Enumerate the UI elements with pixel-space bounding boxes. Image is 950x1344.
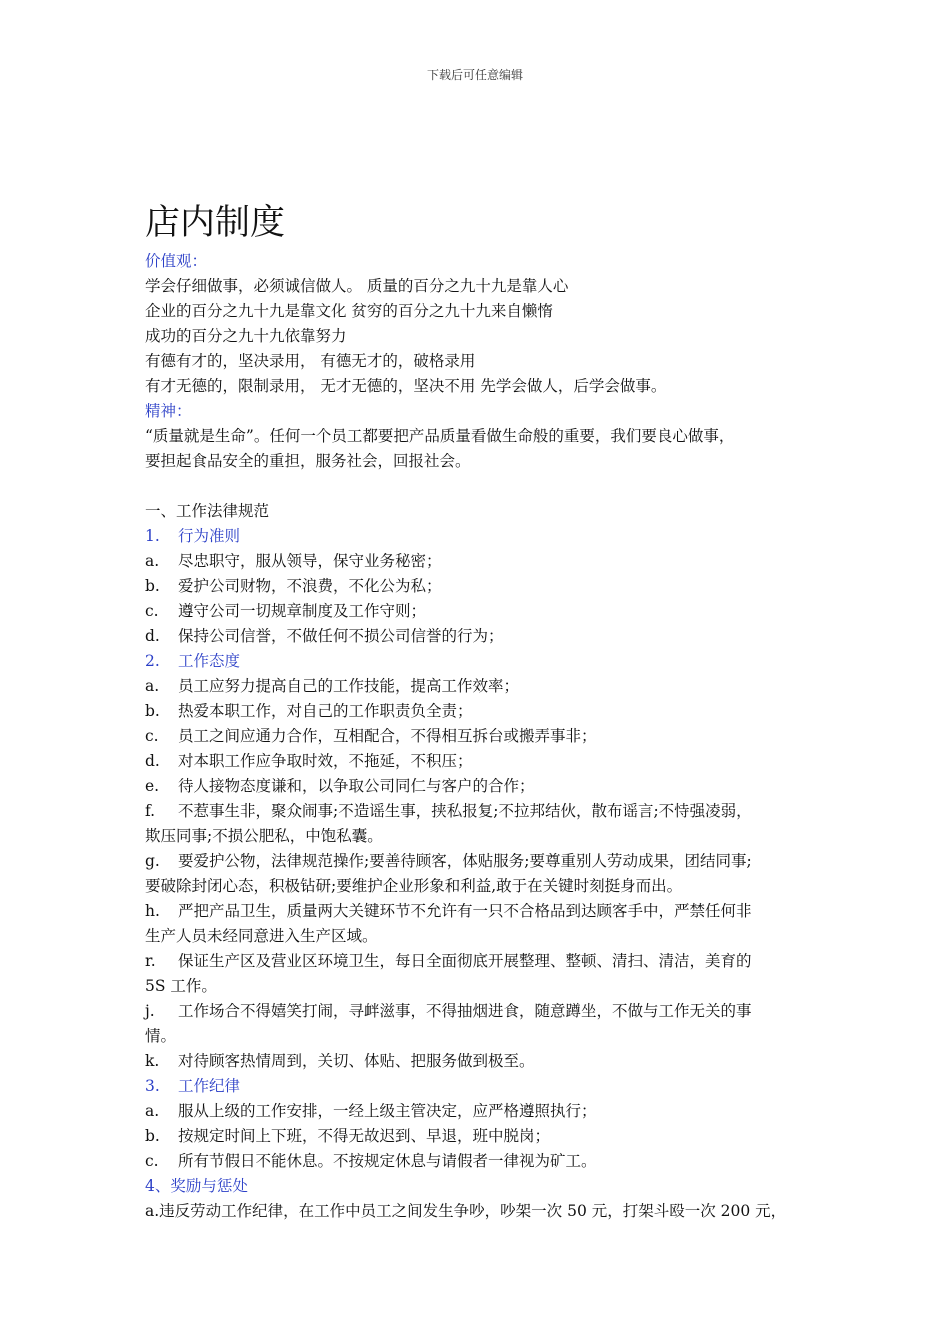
list-item bbox=[145, 599, 815, 624]
item-marker: c. bbox=[145, 1152, 159, 1170]
item-text: 爱护公司财物，不浪费，不化公为私； bbox=[178, 577, 442, 595]
values-line: 有德有才的，坚决录用， 有德无才的，破格录用 bbox=[145, 352, 476, 370]
list-item bbox=[145, 799, 815, 824]
item-marker: r. bbox=[145, 952, 156, 970]
item-text: 要爱护公物，法律规范操作;要善待顾客，体贴服务;要尊重别人劳动成果，团结同事; bbox=[178, 852, 752, 870]
list-item bbox=[145, 849, 815, 874]
item-text: 按规定时间上下班，不得无故迟到、早退，班中脱岗； bbox=[178, 1127, 551, 1145]
list-item bbox=[145, 999, 815, 1024]
spirit-line: “质量就是生命”。任何一个员工都要把产品质量看做生命般的重要，我们要良心做事， bbox=[145, 427, 735, 445]
sub-heading-number: 2. bbox=[145, 652, 160, 670]
list-item: a.违反劳动工作纪律，在工作中员工之间发生争吵，吵架一次 50 元，打架斗殴一次 200 元， bbox=[145, 1202, 787, 1220]
list-item bbox=[145, 774, 815, 799]
item-text: 遵守公司一切规章制度及工作守则； bbox=[178, 602, 427, 620]
document-body bbox=[145, 249, 815, 1224]
sub-heading-number: 1. bbox=[145, 527, 160, 545]
item-text: 热爱本职工作，对自己的工作职责负全责； bbox=[178, 702, 473, 720]
item-text: 员工之间应通力合作，互相配合，不得相互拆台或搬弄事非； bbox=[178, 727, 597, 745]
item-text: 保持公司信誉，不做任何不损公司信誉的行为； bbox=[178, 627, 504, 645]
item-marker: d. bbox=[145, 627, 160, 645]
list-item bbox=[145, 724, 815, 749]
spacer bbox=[145, 474, 815, 499]
sub-heading-label: 工作态度 bbox=[178, 652, 241, 670]
item-text: 员工应努力提高自己的工作技能，提高工作效率； bbox=[178, 677, 520, 695]
item-marker: k. bbox=[145, 1052, 160, 1070]
item-marker: e. bbox=[145, 777, 160, 795]
item-marker: a. bbox=[145, 1102, 160, 1120]
list-item bbox=[145, 699, 815, 724]
list-item bbox=[145, 549, 815, 574]
item-marker: b. bbox=[145, 577, 160, 595]
spirit-line: 要担起食品安全的重担，服务社会，回报社会。 bbox=[145, 452, 471, 470]
sub-heading-attitude bbox=[145, 649, 815, 674]
item-continuation: 5S 工作。 bbox=[145, 977, 217, 995]
item-continuation: 欺压同事;不损公肥私，中饱私囊。 bbox=[145, 827, 383, 845]
item-marker: f. bbox=[145, 802, 156, 820]
item-text: 严把产品卫生，质量两大关键环节不允许有一只不合格品到达顾客手中，严禁任何非 bbox=[178, 902, 752, 920]
values-line: 企业的百分之九十九是靠文化 贫穷的百分之九十九来自懒惰 bbox=[145, 302, 553, 320]
list-item bbox=[145, 1049, 815, 1074]
sub-heading-conduct bbox=[145, 524, 815, 549]
page-header: 下载后可任意编辑 bbox=[426, 68, 523, 82]
document-title: 店内制度 bbox=[145, 203, 286, 243]
item-marker: j. bbox=[145, 1002, 155, 1020]
item-marker: b. bbox=[145, 702, 160, 720]
list-item bbox=[145, 574, 815, 599]
item-text: 服从上级的工作安排，一经上级主管决定，应严格遵照执行； bbox=[178, 1102, 597, 1120]
item-marker: h. bbox=[145, 902, 160, 920]
list-item bbox=[145, 674, 815, 699]
item-text: 尽忠职守，服从领导，保守业务秘密； bbox=[178, 552, 442, 570]
list-item bbox=[145, 624, 815, 649]
sub-heading-label: 行为准则 bbox=[178, 527, 241, 545]
sub-heading-label: 工作纪律 bbox=[178, 1077, 241, 1095]
item-continuation: 生产人员未经同意进入生产区域。 bbox=[145, 927, 378, 945]
item-text: 不惹事生非，聚众闹事;不造谣生事，挟私报复;不拉邦结伙，散布谣言;不恃强凌弱， bbox=[178, 802, 752, 820]
item-marker: a. bbox=[145, 677, 160, 695]
sub-heading-number: 3. bbox=[145, 1077, 160, 1095]
item-continuation: 要破除封闭心态，积极钻研;要维护企业形象和利益,敢于在关键时刻挺身而出。 bbox=[145, 877, 683, 895]
list-item bbox=[145, 1124, 815, 1149]
spirit-heading: 精神： bbox=[145, 402, 192, 420]
values-line: 成功的百分之九十九依靠努力 bbox=[145, 327, 347, 345]
list-item bbox=[145, 899, 815, 924]
list-item bbox=[145, 749, 815, 774]
list-item bbox=[145, 1149, 815, 1174]
item-text: 对本职工作应争取时效，不拖延，不积压； bbox=[178, 752, 473, 770]
item-marker: b. bbox=[145, 1127, 160, 1145]
item-text: 保证生产区及营业区环境卫生，每日全面彻底开展整理、整顿、清扫、清洁，美育的 bbox=[178, 952, 752, 970]
list-item bbox=[145, 949, 815, 974]
sub-heading-discipline bbox=[145, 1074, 815, 1099]
values-line: 有才无德的，限制录用， 无才无德的，坚决不用 先学会做人，后学会做事。 bbox=[145, 377, 667, 395]
item-text: 工作场合不得嬉笑打闹，寻衅滋事，不得抽烟进食，随意蹲坐，不做与工作无关的事 bbox=[178, 1002, 752, 1020]
item-marker: d. bbox=[145, 752, 160, 770]
item-marker: a. bbox=[145, 552, 160, 570]
item-text: 待人接物态度谦和，以争取公司同仁与客户的合作； bbox=[178, 777, 535, 795]
sub-heading-rewards: 4、奖励与惩处 bbox=[145, 1177, 248, 1195]
item-text: 所有节假日不能休息。不按规定休息与请假者一律视为矿工。 bbox=[178, 1152, 597, 1170]
item-continuation: 情。 bbox=[145, 1027, 177, 1045]
item-marker: c. bbox=[145, 727, 159, 745]
values-heading: 价值观： bbox=[145, 252, 208, 270]
values-line: 学会仔细做事，必须诚信做人。 质量的百分之九十九是靠人心 bbox=[145, 277, 569, 295]
list-item bbox=[145, 1099, 815, 1124]
item-text: 对待顾客热情周到，关切、体贴、把服务做到极至。 bbox=[178, 1052, 535, 1070]
item-marker: g. bbox=[145, 852, 160, 870]
part-one-heading: 一、工作法律规范 bbox=[145, 502, 270, 520]
item-marker: c. bbox=[145, 602, 159, 620]
